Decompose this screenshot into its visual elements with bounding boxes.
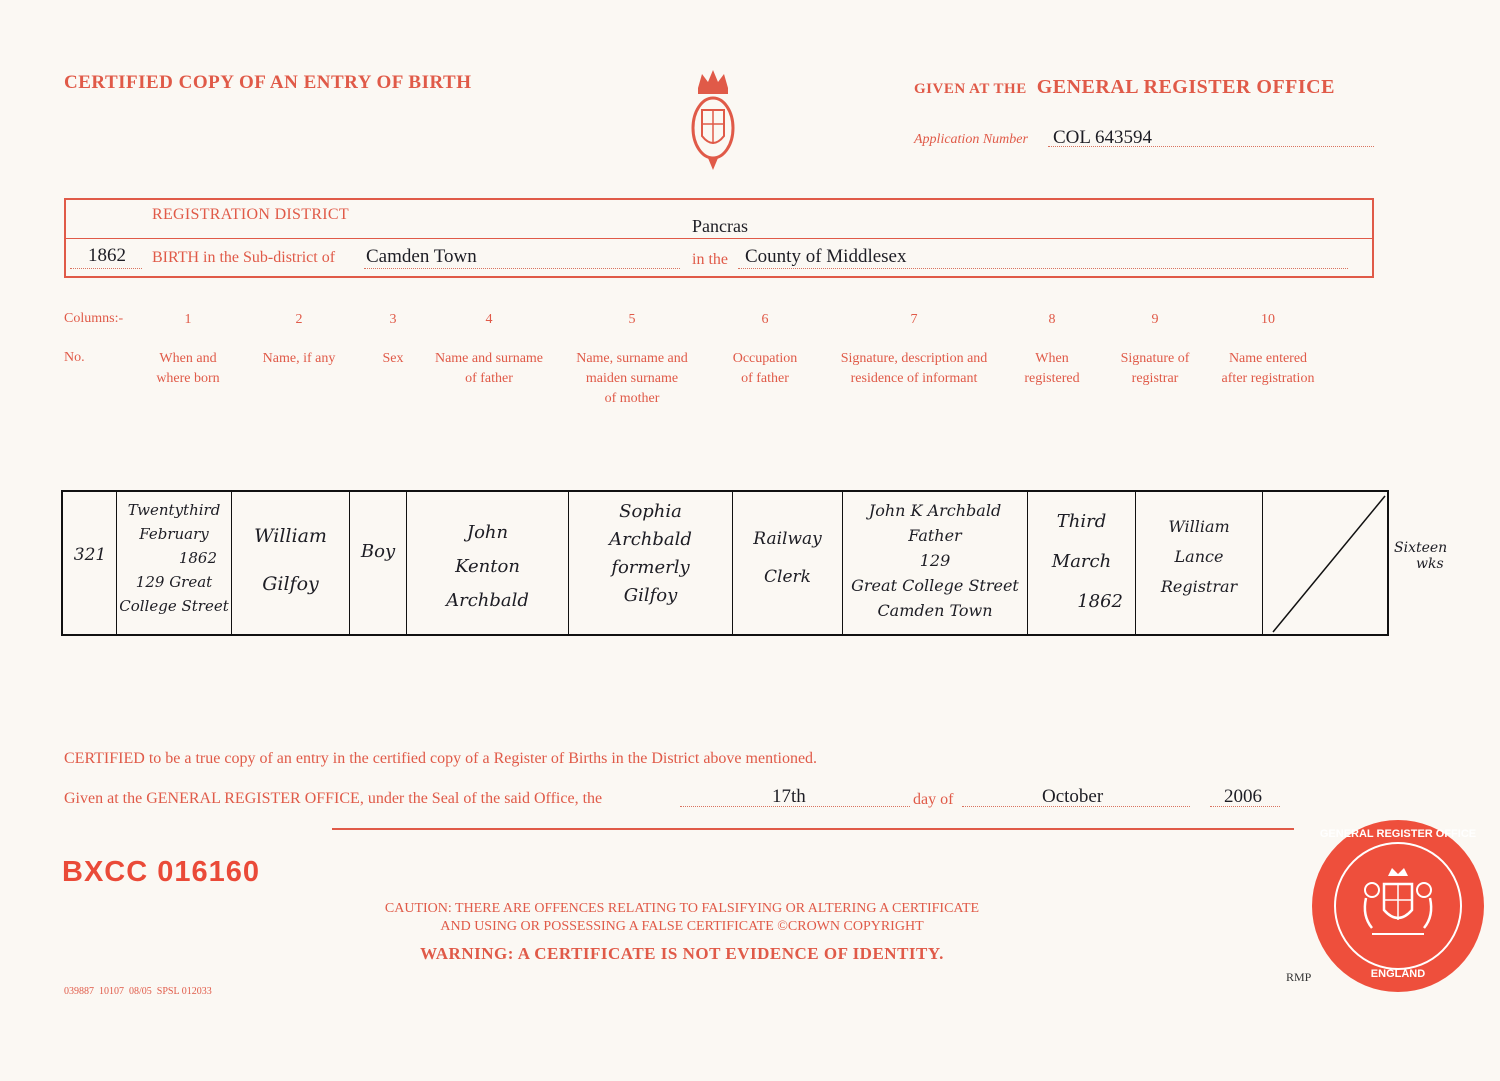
column-number-7: 7 xyxy=(910,312,918,327)
county-value: County of Middlesex xyxy=(745,246,907,267)
occupation-line-2: Clerk xyxy=(764,567,811,587)
certification-day: 17th xyxy=(772,786,806,807)
column-heading-line: residence of informant xyxy=(850,371,978,386)
warning-text: WARNING: A CERTIFICATE IS NOT EVIDENCE OF IDENTITY. xyxy=(420,944,944,963)
divider-line xyxy=(332,828,1294,830)
column-heading-1 xyxy=(133,349,243,389)
mother-line-4: Gilfoy xyxy=(623,585,678,606)
subdistrict-value: Camden Town xyxy=(366,246,477,267)
informant-line-2: Father xyxy=(908,526,962,545)
entry-occupation xyxy=(733,520,842,596)
margin-note xyxy=(1394,540,1447,572)
margin-note-line-1: Sixteen xyxy=(1394,540,1448,556)
column-heading-9 xyxy=(1105,349,1205,389)
registered-line-3: 1862 xyxy=(1077,591,1123,612)
when-line-2: February xyxy=(139,525,209,543)
column-heading-line: When xyxy=(1035,351,1069,366)
when-line-3: 1862 xyxy=(178,549,217,567)
informant-line-4: Great College Street xyxy=(851,576,1019,595)
entry-sex: Boy xyxy=(360,541,396,562)
column-heading-line: maiden surname xyxy=(585,371,679,386)
general-register-office-seal xyxy=(1312,820,1484,992)
seal-bottom-text: ENGLAND xyxy=(1370,968,1426,980)
column-number-1: 1 xyxy=(184,312,192,327)
certificate-title: CERTIFIED COPY OF AN ENTRY OF BIRTH xyxy=(64,72,472,93)
cancel-slash-icon xyxy=(1267,492,1387,634)
entry-registered xyxy=(1028,502,1135,622)
entry-mother xyxy=(569,498,732,610)
birth-entry-row xyxy=(61,490,1389,636)
column-heading-7 xyxy=(824,349,1004,389)
name-line-2: Gilfoy xyxy=(262,573,319,595)
columns-label: Columns:- xyxy=(64,311,124,326)
registration-district-value: Pancras xyxy=(692,216,748,236)
mother-line-1: Sophia xyxy=(619,501,682,522)
father-line-1: John xyxy=(466,522,509,543)
column-heading-line: registered xyxy=(1024,371,1080,386)
registration-district-label: REGISTRATION DISTRICT xyxy=(152,206,349,223)
rmp-mark: RMP xyxy=(1286,970,1312,984)
footer-code: 039887 10107 08/05 SPSL 012033 xyxy=(64,986,212,997)
caution-line-1: CAUTION: THERE ARE OFFENCES RELATING TO FALSIFYING OR ALTERING A CERTIFICATE xyxy=(384,901,980,916)
column-number-5: 5 xyxy=(628,312,636,327)
column-number-10: 10 xyxy=(1261,312,1275,327)
column-heading-line: Signature, description and xyxy=(840,351,988,366)
given-at-label: GIVEN AT THE xyxy=(914,81,1027,97)
father-line-3: Archbald xyxy=(446,590,529,611)
column-number-8: 8 xyxy=(1048,312,1056,327)
column-number-3: 3 xyxy=(389,312,397,327)
application-number-label: Application Number xyxy=(914,132,1028,147)
father-line-2: Kenton xyxy=(455,556,520,577)
registered-line-1: Third xyxy=(1056,511,1107,532)
entry-informant xyxy=(843,498,1027,623)
royal-arms-icon xyxy=(1358,866,1438,946)
informant-line-3: 129 xyxy=(919,551,951,570)
column-heading-6 xyxy=(715,349,815,389)
registrar-line-3: Registrar xyxy=(1160,577,1238,596)
occupation-line-1: Railway xyxy=(753,529,822,549)
column-heading-line: Occupation xyxy=(732,351,798,366)
informant-line-5: Camden Town xyxy=(877,601,993,620)
margin-note-line-2: wks xyxy=(1416,556,1444,572)
column-heading-line: of father xyxy=(741,371,789,386)
column-heading-line: after registration xyxy=(1221,371,1315,386)
column-heading-4 xyxy=(424,349,554,389)
day-of-label: day of xyxy=(913,791,954,808)
caution-text xyxy=(332,900,1032,936)
name-line-1: William xyxy=(254,525,327,547)
subdistrict-label: BIRTH in the Sub-district of xyxy=(152,249,336,266)
no-label: No. xyxy=(64,350,85,365)
entry-no: 321 xyxy=(73,545,107,565)
column-number-6: 6 xyxy=(761,312,769,327)
column-heading-8 xyxy=(1012,349,1092,389)
entry-name xyxy=(232,512,349,608)
column-number-2: 2 xyxy=(295,312,303,327)
given-text: Given at the GENERAL REGISTER OFFICE, under the Seal of the said Office, the xyxy=(64,790,603,807)
column-heading-line: Name entered xyxy=(1228,351,1308,366)
mother-line-3: formerly xyxy=(611,557,690,578)
certification-statement: CERTIFIED to be a true copy of an entry in the certified copy of a Register of Births in the District above mentioned. xyxy=(64,750,818,767)
when-line-1: Twentythird xyxy=(127,501,221,519)
application-number: COL 643594 xyxy=(1053,127,1153,148)
caution-line-2: AND USING OR POSSESSING A FALSE CERTIFICATE ©CROWN COPYRIGHT xyxy=(440,919,924,934)
column-heading-line: of mother xyxy=(604,391,660,406)
entry-registrar xyxy=(1136,512,1262,602)
seal-top-text: GENERAL REGISTER OFFICE xyxy=(1319,828,1477,840)
entry-father xyxy=(407,516,568,618)
column-heading-2 xyxy=(244,349,354,369)
column-heading-line: Name, surname and xyxy=(576,351,688,366)
column-heading-line: Name, if any xyxy=(262,351,336,366)
registered-line-2: March xyxy=(1051,551,1112,572)
when-line-5: College Street xyxy=(119,597,229,615)
column-heading-5 xyxy=(565,349,700,409)
column-heading-line: Name and surname xyxy=(434,351,544,366)
column-heading-line: of father xyxy=(465,371,513,386)
certification-month: October xyxy=(1042,786,1104,807)
column-heading-line: Signature of xyxy=(1120,351,1190,366)
given-at-heading xyxy=(914,76,1335,99)
column-heading-line: Sex xyxy=(382,351,404,366)
column-number-9: 9 xyxy=(1151,312,1159,327)
informant-line-1: John K Archbald xyxy=(868,501,1002,520)
serial-number: BXCC 016160 xyxy=(62,856,260,888)
column-heading-line: When and xyxy=(159,351,217,366)
office-label: GENERAL REGISTER OFFICE xyxy=(1036,76,1335,98)
royal-crest-icon xyxy=(688,66,738,176)
column-heading-3 xyxy=(368,349,418,369)
certification-year: 2006 xyxy=(1224,786,1262,807)
mother-line-2: Archbald xyxy=(609,529,692,550)
registrar-line-2: Lance xyxy=(1174,547,1224,566)
entry-when-where xyxy=(117,498,231,618)
column-number-4: 4 xyxy=(485,312,493,327)
registration-year: 1862 xyxy=(88,245,126,266)
when-line-4: 129 Great xyxy=(135,573,213,591)
column-heading-10 xyxy=(1208,349,1328,389)
column-heading-line: where born xyxy=(156,371,220,386)
column-heading-line: registrar xyxy=(1131,371,1179,386)
county-label: in the xyxy=(692,251,728,268)
registrar-line-1: William xyxy=(1168,517,1230,536)
